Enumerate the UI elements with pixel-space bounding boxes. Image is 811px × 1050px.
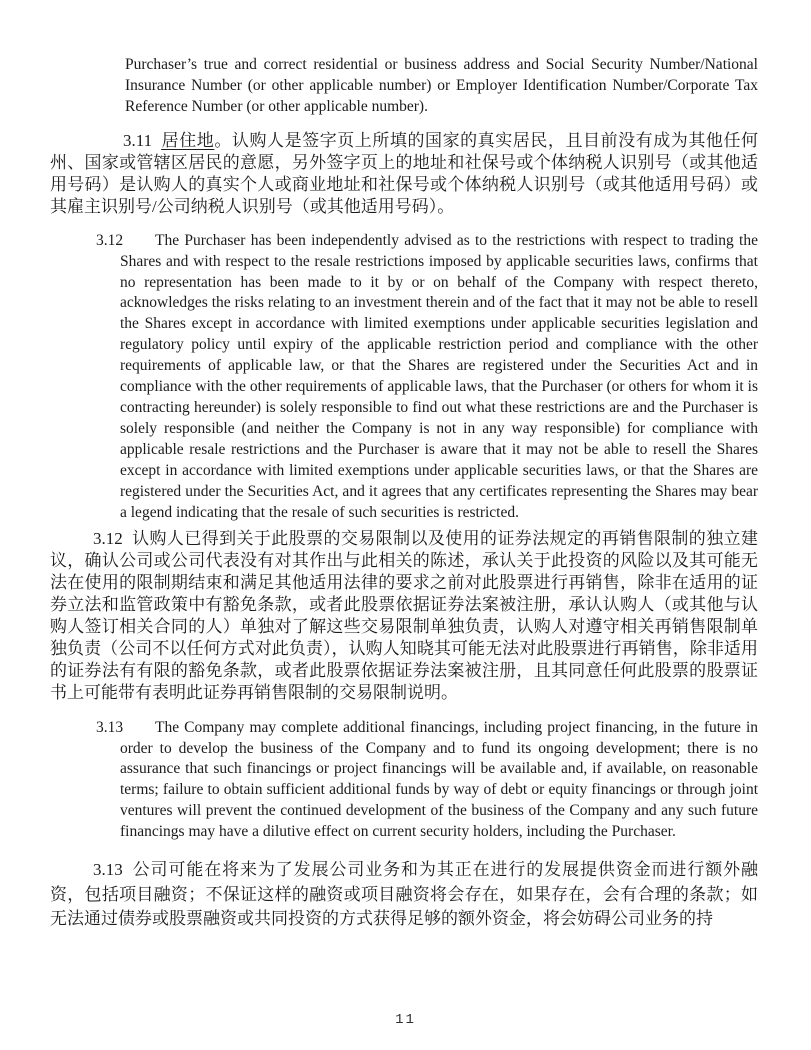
section-number: 3.13 <box>96 718 124 736</box>
section-number: 3.12 <box>93 529 123 549</box>
paragraph-text: 公司可能在将来为了发展公司业务和为其正在进行的发展提供资金而进行额外融资，包括项目融资；不保证这样的融资或项目融资将会存在，如果存在，会有合理的条款；如无法通过债券或股票融资或共同投资的方式获得足够的额外资金，将会妨碍公司业务的持 <box>50 860 758 929</box>
section-number: 3.13 <box>93 860 123 880</box>
section-3-13-zh <box>50 858 758 932</box>
section-3-13-en <box>50 718 758 843</box>
section-heading-underlined: 居住地 <box>161 130 215 150</box>
page-body <box>50 55 758 932</box>
section-3-12-en <box>50 231 758 524</box>
paragraph-text: The Company may complete additional financings, including project financing, in the future in order to develop the business of the Company and to fund its ongoing development; there is no assurance that such financings or project financings will be available and, if available, on reasonable terms; failure to obtain sufficient additional funds by way of debt or equity financings or through joint ventures will prevent the continued development of the business of the Company and any such future financings may have a dilutive effect on current security holders, including the Purchaser. <box>120 718 758 841</box>
section-3-12-zh <box>50 528 758 703</box>
page-number: 11 <box>395 1012 416 1028</box>
section-number: 3.11 <box>123 130 153 150</box>
paragraph-text: 认购人已得到关于此股票的交易限制以及使用的证券法规定的再销售限制的独立建议，确认公司或公司代表没有对其作出与此相关的陈述，承认关于此投资的风险以及其可能无法在使用的限制期结束和满足其他适用法律的要求之前对此股票进行再销售，除非在适用的证券立法和监管政策中有豁免条款，或者此股票依据证券法案被注册，承认认购人（或其他与认购人签订相关合同的人）单独对了解这些交易限制单独负责，认购人对遵守相关再销售限制单独负责（公司不以任何方式对此负责），认购人知晓其可能无法对此股票进行再销售，除非适用的证券法有有限的豁免条款，或者此股票依据证券法案被注册，且其同意任何此股票的股票证书上可能带有表明此证券再销售限制的交易限制说明。 <box>50 529 758 702</box>
section-3-11-zh <box>50 130 758 218</box>
paragraph-text: 。认购人是签字页上所填的国家的真实居民，且目前没有成为其他任何州、国家或管辖区居民的意愿，另外签字页上的地址和社保号或个体纳税人识别号（或其他适用号码）是认购人的真实个人或商业地址和社保号或个体纳税人识别号（或其他适用号码）或其雇主识别号/公司纳税人识别号（或其他适用号码）。 <box>50 130 759 216</box>
paragraph-text: The Purchaser has been independently advised as to the restrictions with respect to trading the Shares and with respect to the resale restrictions imposed by applicable securities laws, confirms that no representation has been made to it by or on behalf of the Company with respect thereto, acknowledges the risks relating to an investment therein and of the fact that it may not be able to resell the Shares except in accordance with limited exemptions under applicable securities legislation and regulatory policy until expiry of the applicable restriction period and compliance with the other requirements of applicable law, or that the Shares are registered under the Securities Act and in compliance with the other requirements of applicable laws, that the Purchaser (or others for whom it is contracting hereunder) is solely responsible to find out what these restrictions are and the Purchaser is solely responsible (and neither the Company is not in any way responsible) for compliance with applicable resale restrictions and the Purchaser is aware that it may not be able to resell the Shares except in accordance with limited exemptions under applicable securities laws, or that the Shares are registered under the Securities Act, and it agrees that any certificates representing the Shares may bear a legend indicating that the resale of such securities is restricted. <box>120 231 758 521</box>
section-number: 3.12 <box>96 231 124 249</box>
paragraph-residency-continuation-en: Purchaser’s true and correct residential or business address and Social Security Number/National Insurance Number (or other applicable number) or Employer Identification Number/Corporate Tax Reference Number (or other applicable number). <box>125 56 758 115</box>
